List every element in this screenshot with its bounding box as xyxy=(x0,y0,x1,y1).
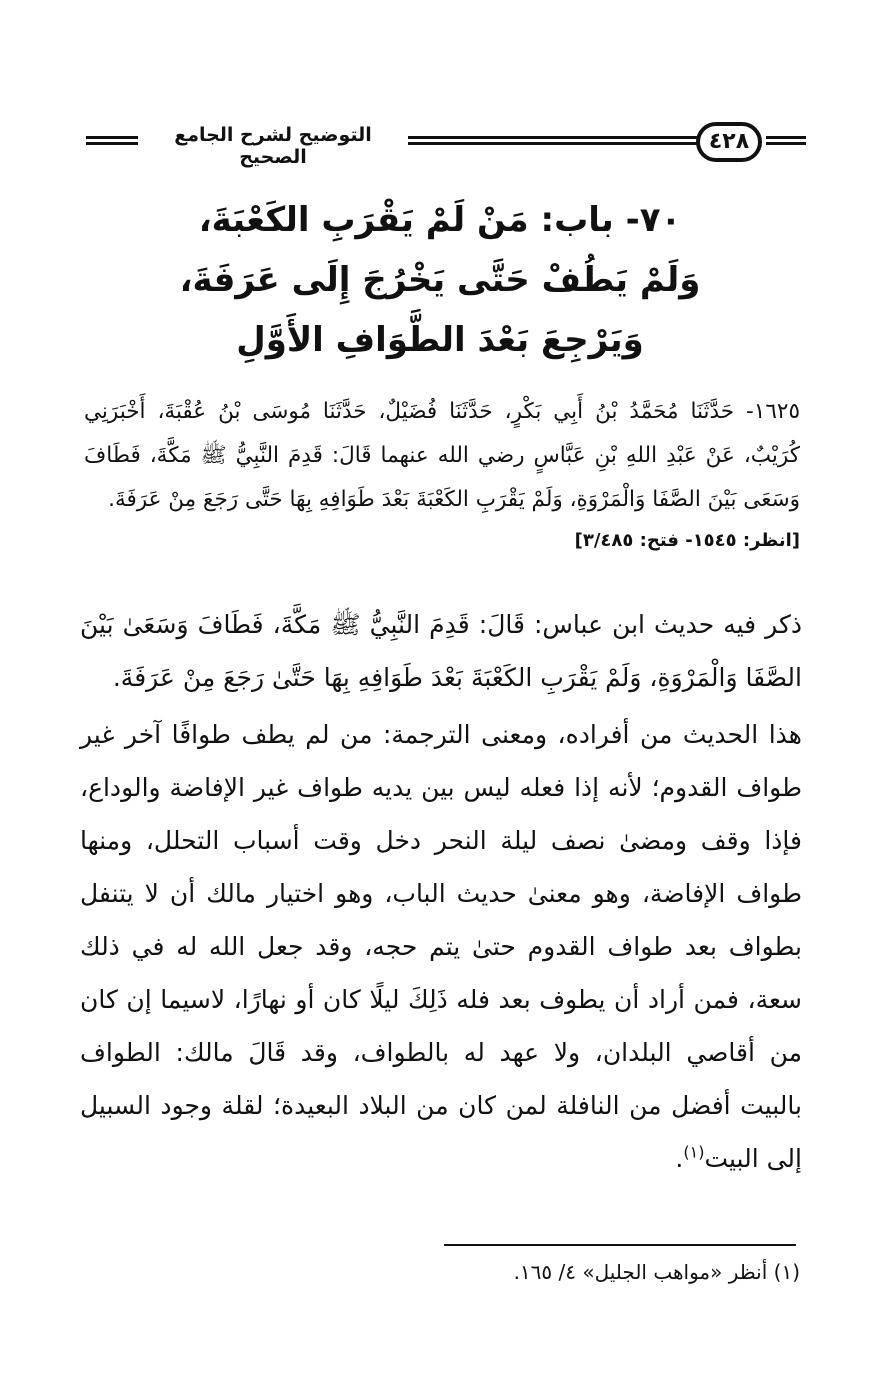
footnote-divider xyxy=(444,1244,796,1246)
page-number: ٤٢٨ xyxy=(696,122,762,162)
footnote-marker[interactable]: (١) xyxy=(683,1142,705,1162)
chapter-heading xyxy=(90,190,790,370)
commentary-paragraph-2-text: هذا الحديث من أفراده، ومعنى الترجمة: من لم يطف طوافًا آخر غير طواف القدوم؛ لأنه إذا فعله ليس بين يديه طواف غير الإفاضة والوداع، فإذا وقف ومضىٰ نصف ليلة النحر دخل وقت أسباب التحلل، ومنها طواف الإفاضة، وهو معنىٰ حديث الباب، وهو اختيار مالك أن لا يتنفل بطواف بعد طواف القدوم حتىٰ يتم حجه، وقد جعل الله له في ذلك سعة، فمن أراد أن يطوف بعد فله ذَلِكَ ليلًا كان أو نهارًا، لاسيما إن كان من أقاصي البلدان، ولا عهد له بالطواف، وقد قَالَ مالك: الطواف بالبيت أفضل من النافلة لمن كان من البلاد البعيدة؛ لقلة وجود السبيل إلى البيت xyxy=(80,720,802,1173)
closing-punctuation: . xyxy=(675,1144,684,1173)
running-title: التوضيح لشرح الجامع الصحيح xyxy=(174,124,372,168)
hadith-text: ١٦٢٥- حَدَّثَنَا مُحَمَّدُ بْنُ أَبِي بَكْرٍ، حَدَّثَنَا فُضَيْلٌ، حَدَّثَنَا مُوسَى بْنُ عُقْبَةَ، أَخْبَرَنِي كُرَيْبٌ، عَنْ عَبْدِ اللهِ بْنِ عَبَّاسٍ رضي الله عنهما قَالَ: قَدِمَ النَّبِيُّ ﷺ مَكَّةَ، فَطَافَ وَسَعَى بَيْنَ الصَّفَا وَالْمَرْوَةِ، وَلَمْ يَقْرَبِ الكَعْبَةَ بَعْدَ طَوَافِهِ بِهَا حَتَّى رَجَعَ مِنْ عَرَفَةَ. xyxy=(84,399,800,512)
chapter-heading-line-1: ٧٠- باب: مَنْ لَمْ يَقْرَبِ الكَعْبَةَ، xyxy=(198,200,682,240)
running-header xyxy=(78,122,806,168)
header-rule-left xyxy=(86,136,138,139)
hadith-reference: [انظر: ١٥٤٥- فتح: ٣/٤٨٥] xyxy=(574,530,800,551)
chapter-heading-line-3: وَيَرْجِعَ بَعْدَ الطَّوَافِ الأَوَّلِ xyxy=(236,320,644,360)
header-rule-right xyxy=(766,136,806,139)
header-rule-middle xyxy=(408,136,698,139)
commentary-paragraph-1: ذكر فيه حديث ابن عباس: قَالَ: قَدِمَ النَّبِيُّ ﷺ مَكَّةَ، فَطَافَ وَسَعَىٰ بَيْنَ الصَّفَا وَالْمَرْوَةِ، وَلَمْ يَقْرَبِ الكَعْبَةَ بَعْدَ طَوَافِهِ بِهَا حَتَّىٰ رَجَعَ مِنْ عَرَفَةَ. xyxy=(80,610,802,692)
commentary-paragraph-2 xyxy=(80,708,802,1185)
footnote-1: (١) أنظر «مواهب الجليل» ٤/ ١٦٥. xyxy=(513,1260,800,1284)
commentary xyxy=(80,598,802,1185)
chapter-heading-line-2: وَلَمْ يَطُفْ حَتَّى يَخْرُجَ إِلَى عَرَفَةَ، xyxy=(179,260,701,300)
